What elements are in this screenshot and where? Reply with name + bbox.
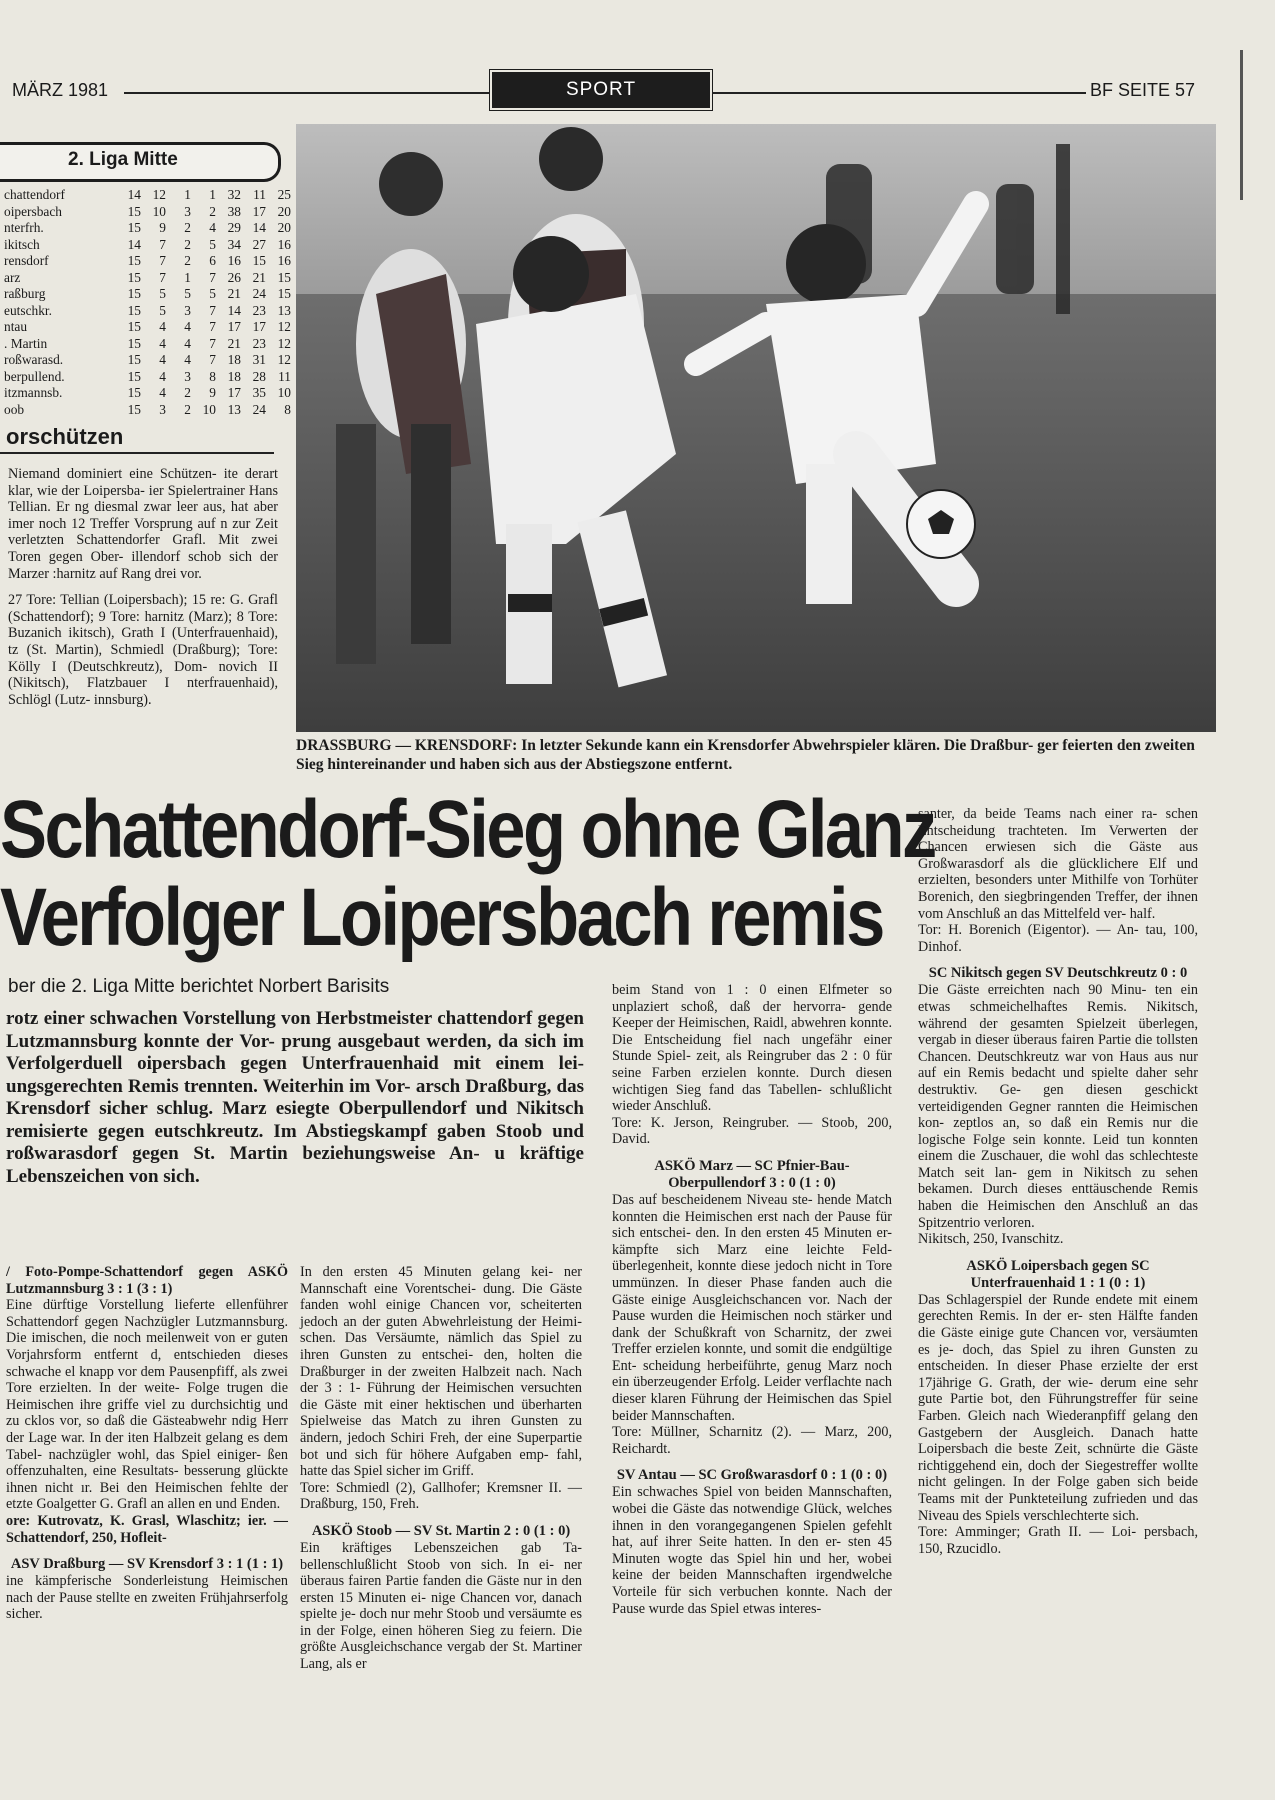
table-cell: 27 <box>252 236 266 252</box>
table-cell: 12 <box>277 335 291 351</box>
table-cell: 14 <box>227 302 241 318</box>
table-cell: 17 <box>227 385 241 400</box>
table-cell: 26 <box>227 269 241 285</box>
headline-line-1: Schattendorf-Sieg ohne Glanz <box>0 784 935 875</box>
table-cell: 4 <box>184 335 191 351</box>
section-label: SPORT <box>494 74 708 106</box>
table-cell: 4 <box>159 352 166 367</box>
table-team: rensdorf <box>4 253 49 268</box>
col2-text1: In den ersten 45 Minuten gelang kei- ner Mannschaft eine Vorentschei- dung. Die Gäste fanden wohl einige Chancen vor, scheiterten jedoch an der guten Abwehrleistung der Heimi- schen. Das Versäumte, nämlich das Spiel zu ihren Gunsten zu entschei- den, holten die Draßburger in der zweiten Halbzeit nach. Nach der 3 : 1- Führung der Heimischen versuchten die Gäste mit einer hektischen und überharten Spielweise das Match zu ihren Gunsten zu ändern, jedoch Schiri Freh, der eine Superpartie bot und sich für höhere Aufgaben emp- fahl, hatte das Spiel sicher im Griff. <box>300 1264 582 1480</box>
table-cell: 24 <box>252 286 266 301</box>
table-team: ikitsch <box>4 236 40 252</box>
game5-text: Ein schwaches Spiel von beiden Mannschaften, wobei die Gäste das notwendige Glück, welches ihnen in den vorangegangenen Spielen gefehlt hat, auf ihrer Seite hatten. In den er- sten 45 Minuten wogte das Spiel hin und her, wobei keine der beiden Mannschaften irgendwelche Vorteile für sich verbuchen konnte. Nach der Pause wurde das Spiel etwas interes- <box>612 1484 892 1617</box>
game4-title: ASKÖ Marz — SC Pfnier-Bau- Oberpullendorf 3 : 0 (1 : 0) <box>654 1157 850 1191</box>
table-team: nterfrh. <box>4 220 44 235</box>
table-cell: 15 <box>127 401 141 417</box>
game1-text: Eine dürftige Vorstellung lieferte ellenführer Schattendorf gegen Nachzügler Lutzmannsburg. Die imischen, die noch meilenweit von er guten Vorjahrsform entfernt d, entschieden dieses schwache el knapp vor dem Pausenpfiff, als zwei Tore erzielten. In der weite- Folge trugen die Heimischen ihre griffe viel zu durchsichtig und zu cklos vor, so daß die Gästeabwehr ndig Herr der Lage war. In der iten Halbzeit gelang es dem Tabel- nachzügler wohl, das Spiel einiger- ßen offenzuhalten, eine Resultats- besserung glückte ihnen nicht ır. Bei den Heimischen fehlte der etzte Goalgetter G. Grafl an allen en und Enden. <box>6 1297 288 1513</box>
table-cell: 5 <box>209 286 216 301</box>
table-cell: 14 <box>252 220 266 235</box>
table-cell: 18 <box>227 368 241 384</box>
lead-block <box>6 1008 584 1188</box>
table-cell: 3 <box>184 203 191 219</box>
table-cell: 15 <box>252 253 266 268</box>
table-cell: 16 <box>277 253 291 268</box>
table-cell: 11 <box>253 187 266 202</box>
table-cell: 23 <box>252 302 266 318</box>
table-cell: 15 <box>127 335 141 351</box>
table-cell: 34 <box>227 236 241 252</box>
lead-text: rotz einer schwachen Vorstellung von Herbstmeister chattendorf gegen Lutzmannsburg konnte der Vor- prung ausgebaut werden, da sich im Verfolgerduell oipersbach gegen Unterfrauenhaid mit einem lei- ungsgerechten Remis trennten. Weiterhin im Vor- arsch Draßburg, das Krensdorf sicher schlug. Marz esiegte Oberpullendorf und Nikitsch remisierte gegen eutschkreutz. Im Abstiegskampf gaben Stoob und roßwarasdorf gegen St. Martin beziehungsweise An- u kräftige Lebenszeichen von sich. <box>6 1008 584 1187</box>
column-4 <box>918 806 1198 1557</box>
table-cell: 2 <box>184 385 191 400</box>
table-row <box>4 402 291 419</box>
table-cell: 32 <box>227 187 241 202</box>
table-cell: 7 <box>209 302 216 318</box>
game6-text: Die Gäste erreichten nach 90 Minu- ten ein etwas schmeichelhaftes Remis. Nikitsch, während der gesamten Spielzeit überlegen, vergab in dieser überaus fairen Partie die tollsten Chancen. Deutschkreutz war von Haus aus nur auf ein Remis bedacht und spielte daher sehr destruktiv. Ge- gen diesen geschickt verteidigenden Gegner rannten die Heimischen kon- zeptlos an, so daß ein Remis nur die logische Folge sein konnte. Leid tun konnten einem die Zuschauer, die wohl das schlechteste Match seit lan- gem in Nikitsch zu sehen bekamen. Durch dieses enttäuschende Remis haben die Heimischen den Anschluß an das Spitzentrio verloren. <box>918 982 1198 1231</box>
table-cell: 15 <box>127 319 141 334</box>
col2-tore1: Tore: Schmiedl (2), Gallhofer; Kremsner II. — Draßburg, 150, Freh. <box>300 1479 582 1513</box>
table-row <box>4 204 291 221</box>
table-cell: 4 <box>159 385 166 400</box>
table-cell: 3 <box>159 401 166 417</box>
table-cell: 5 <box>159 286 166 301</box>
table-cell: 2 <box>184 253 191 268</box>
table-cell: 2 <box>209 203 216 219</box>
photo-caption <box>296 736 1216 774</box>
table-cell: 15 <box>127 368 141 384</box>
table-cell: 1 <box>209 187 216 202</box>
table-cell: 15 <box>127 203 141 219</box>
table-cell: 4 <box>184 319 191 334</box>
scorers-text: Niemand dominiert eine Schützen- ite derart klar, wie der Loipersba- ier Spielertrainer Hans Tellian. Er ng diesmal zwar leer aus, hat aber imer noch 12 Treffer Vorsprung auf n zur Zeit verletzten Schattendorfer Grafl. Mit zwei Toren gegen Ober- illendorf schob sich der Marzer :harnitz auf Rang drei vor. <box>8 466 278 582</box>
table-cell: 35 <box>252 385 266 400</box>
table-cell: 4 <box>209 220 216 235</box>
table-cell: 17 <box>252 203 266 219</box>
league-table <box>4 187 291 418</box>
col3-tore1: Tore: K. Jerson, Reingruber. — Stoob, 200, David. <box>612 1114 892 1148</box>
table-row <box>4 319 291 336</box>
table-cell: 10 <box>277 385 291 400</box>
table-cell: 1 <box>184 187 191 202</box>
table-cell: 10 <box>152 203 166 219</box>
table-cell: 17 <box>227 319 241 334</box>
table-cell: 15 <box>127 385 141 400</box>
table-cell: 13 <box>277 302 291 318</box>
table-cell: 1 <box>184 269 191 285</box>
table-cell: 29 <box>227 220 241 235</box>
table-cell: 12 <box>277 319 291 334</box>
table-row <box>4 237 291 254</box>
game3-text: Ein kräftiges Lebenszeichen gab Ta- bellenschlußlicht Stoob von sich. In ei- ner überaus fairen Partie fanden die Gäste nur in den ersten 15 Minuten ei- nige Chancen vor, danach spielte je- doch nur mehr Stoob und versäumte es in der Folge, einen höheren Sieg zu feiern. Die größte Ausgleichschance vergab der St. Martiner Lang, als er <box>300 1539 582 1673</box>
table-cell: 8 <box>209 368 216 384</box>
table-title: 2. Liga Mitte <box>68 149 178 170</box>
col4-text1: santer, da beide Teams nach einer ra- schen Entscheidung trachteten. Im Verwerten der Chancen erwiesen sich die Gäste aus Großwarasdorf als die glücklichere Elf und erzielten, besonders unter Mithilfe von Torhüter Borenich, den siegbringenden Treffer, der ihnen vom Anschluß an das Mittelfeld ver- half. <box>918 806 1198 922</box>
table-row <box>4 253 291 270</box>
game6-title: SC Nikitsch gegen SV Deutschkreutz 0 : 0 <box>928 965 1188 982</box>
edge-mark <box>1240 50 1243 200</box>
table-cell: 9 <box>209 385 216 400</box>
table-cell: 21 <box>227 286 241 301</box>
table-cell: 4 <box>184 352 191 367</box>
col3-text1: beim Stand von 1 : 0 einen Elfmeter so unplaziert schoß, daß der hervorra- gende Keeper der Heimischen, Raidl, abwehren konnte. Die Entscheidung fiel nach ungefähr einer Stunde Spiel- zeit, als Reingruber das 2 : 0 für seine Farben erzielen konnte. Durch diesen wichtigen Sieg fand das Tabellen- schlußlicht wieder Anschluß. <box>612 982 892 1115</box>
table-cell: 38 <box>227 203 241 219</box>
table-team: . Martin <box>4 335 48 351</box>
table-cell: 8 <box>284 401 291 417</box>
table-cell: 7 <box>209 319 216 334</box>
table-cell: 12 <box>277 352 291 367</box>
game2-title: ASV Draßburg — SV Krensdorf 3 : 1 (1 : 1) <box>10 1556 284 1573</box>
table-cell: 7 <box>159 236 166 252</box>
table-row <box>4 187 291 204</box>
table-cell: 18 <box>227 352 241 367</box>
header-rule-right <box>712 92 1086 94</box>
scorers-block <box>8 466 278 708</box>
headline-line-2: Verfolger Loipersbach remis <box>0 872 883 963</box>
table-cell: 5 <box>184 286 191 301</box>
table-cell: 10 <box>202 401 216 417</box>
table-cell: 11 <box>278 368 291 384</box>
table-cell: 13 <box>227 401 241 417</box>
table-team: oob <box>4 401 25 417</box>
table-team: oipersbach <box>4 203 63 219</box>
table-row <box>4 352 291 369</box>
table-cell: 7 <box>209 352 216 367</box>
col4-tore2: Nikitsch, 250, Ivanschitz. <box>918 1231 1064 1248</box>
table-team: berpullend. <box>4 368 65 384</box>
table-cell: 7 <box>159 269 166 285</box>
game1-tore: ore: Kutrovatz, K. Grasl, Wlaschitz; ier. — Schattendorf, 250, Hofleit- <box>6 1512 288 1546</box>
table-cell: 12 <box>152 187 166 202</box>
photo-caption-lead: DRASSBURG — KRENSDORF: <box>296 737 518 754</box>
table-row <box>4 369 291 386</box>
scorers-rule <box>0 452 274 454</box>
table-cell: 15 <box>127 286 141 301</box>
table-cell: 4 <box>159 319 166 334</box>
table-cell: 5 <box>209 236 216 252</box>
table-team: eutschkr. <box>4 302 52 318</box>
table-cell: 3 <box>184 302 191 318</box>
table-cell: 15 <box>277 286 291 301</box>
column-1 <box>6 1264 288 1623</box>
table-cell: 14 <box>127 187 141 202</box>
table-cell: 16 <box>227 253 241 268</box>
table-row <box>4 286 291 303</box>
game2-text: ine kämpferische Sonderleistung Heimischen nach der Pause stellte en zweiten Frühjahrserfolg sicher. <box>6 1573 288 1623</box>
table-team: itzmannsb. <box>4 385 63 400</box>
header-rule-left <box>124 92 492 94</box>
table-cell: 17 <box>252 319 266 334</box>
col3-tore2: Tore: Müllner, Scharnitz (2). — Marz, 200, Reichardt. <box>612 1424 892 1457</box>
table-cell: 2 <box>184 220 191 235</box>
table-row <box>4 385 291 402</box>
game1-title: / Foto-Pompe-Schattendorf gegen ASKÖ Lutzmannsburg 3 : 1 (3 : 1) <box>6 1264 288 1297</box>
scorers-list: 27 Tore: Tellian (Loipersbach); 15 re: G. Grafl (Schattendorf); 9 Tore: harnitz (Marz); 8 Tore: Buzanich ikitsch), Grath I (Unterfrauenhaid), tz (St. Martin), Schmiedl (Draßburg); Tore: Kölly I (Deutschkreutz), Dom- novich II (Nikitsch), Flatzbauer I nterfrauenhaid), Schlögl (Lutz- innsburg). <box>8 592 278 708</box>
table-row <box>4 336 291 353</box>
page-number: BF SEITE 57 <box>1090 80 1196 100</box>
table-cell: 5 <box>159 302 166 318</box>
match-photo-image <box>296 124 1216 732</box>
football <box>907 490 975 558</box>
game4-text: Das auf bescheidenem Niveau ste- hende Match konnten die Heimischen erst nach der Pause für sich entschei- den. In den ersten 45 Minuten er- kämpfte sich Marz eine leichte Feld- überlegenheit, konnte diese jedoch nicht in Tore ummünzen. In dieser Phase fanden auch die Gäste einige Ausgleichschancen vor. Nach der Pause wurden die Heimischen noch stärker und dank der Schußkraft von Scharnitz, der zwei Treffer erzielen konnte, und somit die endgültige Ent- scheidung herbeiführte, genug Marz noch ein überzeugender Erfolg. Leider verflachte nach dieser klaren Führung der Heimischen das Spiel beider Mannschaften. <box>612 1191 892 1424</box>
col4-tore3: Tore: Amminger; Grath II. — Loi- persbach, 150, Rzucidlo. <box>918 1524 1198 1557</box>
column-2 <box>300 1264 582 1673</box>
table-cell: 21 <box>227 335 241 351</box>
table-row <box>4 220 291 237</box>
table-cell: 16 <box>277 236 291 252</box>
table-team: chattendorf <box>4 187 65 202</box>
game7-text: Das Schlagerspiel der Runde endete mit einem gerechten Remis. In der er- sten Hälfte fanden die Gäste einige gute Chancen vor, versäumten es je- doch, das Spiel zu ihren Gunsten zu entscheiden. In dieser Phase erzielte der erst 17jährige G. Grath, der wie- derum eine sehr gute Partie bot, den Führungstreffer für seine Farben. Gleich nach Wiederanpfiff gelang den Gastgebern der Ausgleich. Danach hatte Loipersbach die beste Zeit, schnürte die Gäste richtiggehend ein, doch der Siegestreffer wollte nicht gelingen. In der Folge gaben sich beide Teams mit der Punkteteilung zufrieden und das Niveau des Spiels verschlechterte sich. <box>918 1291 1198 1524</box>
column-3 <box>612 982 892 1617</box>
table-cell: 7 <box>159 253 166 268</box>
table-cell: 25 <box>277 187 291 202</box>
table-cell: 28 <box>252 368 266 384</box>
issue-date: MÄRZ 1981 <box>12 80 109 100</box>
table-cell: 15 <box>127 302 141 318</box>
table-team: raßburg <box>4 286 46 301</box>
table-team: roßwarasd. <box>4 352 64 367</box>
table-title-box <box>0 142 281 182</box>
table-cell: 4 <box>159 335 166 351</box>
col4-tore1: Tor: H. Borenich (Eigentor). — An- tau, 100, Dinhof. <box>918 922 1198 955</box>
table-cell: 15 <box>127 220 141 235</box>
table-cell: 23 <box>252 335 266 351</box>
table-cell: 2 <box>184 236 191 252</box>
table-cell: 9 <box>159 220 166 235</box>
game3-title: ASKÖ Stoob — SV St. Martin 2 : 0 (1 : 0) <box>311 1522 571 1539</box>
byline: ber die 2. Liga Mitte berichtet Norbert Barisits <box>8 976 390 997</box>
table-row <box>4 303 291 320</box>
table-cell: 21 <box>252 269 266 285</box>
table-cell: 15 <box>127 352 141 367</box>
table-cell: 15 <box>127 253 141 268</box>
table-cell: 3 <box>184 368 191 384</box>
table-cell: 4 <box>159 368 166 384</box>
table-cell: 24 <box>252 401 266 417</box>
table-cell: 7 <box>209 269 216 285</box>
table-cell: 7 <box>209 335 216 351</box>
match-photo <box>296 124 1216 732</box>
table-team: arz <box>4 269 21 285</box>
table-cell: 15 <box>277 269 291 285</box>
table-cell: 2 <box>184 401 191 417</box>
table-cell: 20 <box>277 203 291 219</box>
table-row <box>4 270 291 287</box>
league-table-body <box>4 187 291 418</box>
table-cell: 31 <box>252 352 266 367</box>
game7-title: ASKÖ Loipersbach gegen SC Unterfrauenhaid 1 : 1 (0 : 1) <box>966 1257 1150 1291</box>
scorers-title: orschützen <box>6 424 124 449</box>
table-cell: 14 <box>127 236 141 252</box>
game5-title: SV Antau — SC Großwarasdorf 0 : 1 (0 : 0) <box>616 1467 888 1484</box>
table-cell: 6 <box>209 253 216 268</box>
table-cell: 20 <box>277 220 291 235</box>
photo-caption-text: In letzter Sekunde kann ein Krensdorfer Abwehrspieler klären. Die Draßbur- ger feierten den zweiten Sieg hintereinander und haben sich aus der Abstiegszone entfernt. <box>296 737 1195 773</box>
table-cell: 15 <box>127 269 141 285</box>
table-team: ntau <box>4 319 28 334</box>
